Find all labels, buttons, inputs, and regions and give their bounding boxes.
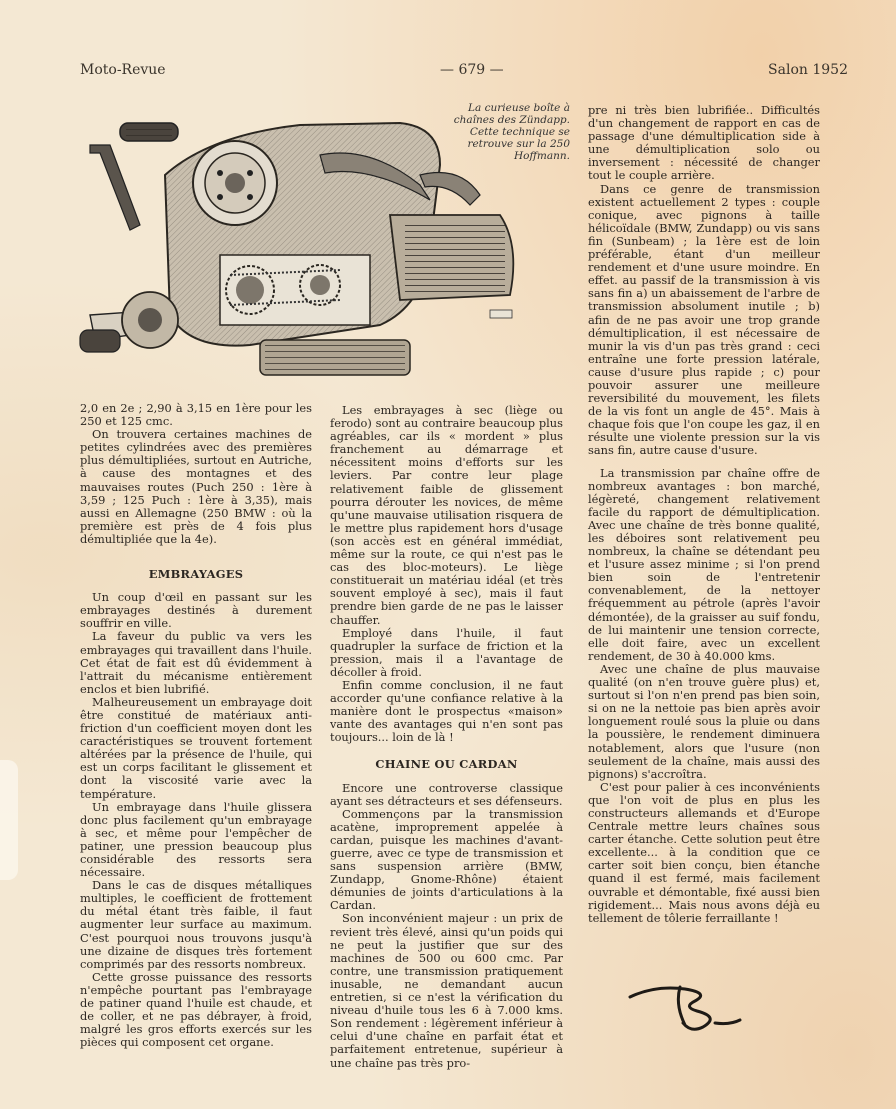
author-signature <box>625 975 745 1035</box>
paragraph: Cette grosse puissance des ressorts n'empêche pourtant pas l'embrayage de patiner quand l'huile est chaude, et de coller, et ne pas débrayer, à froid, malgré les gros efforts exercés sur les pièces qui composent cet organe. <box>80 969 312 1050</box>
page-number: — 679 — <box>440 62 504 78</box>
page-header <box>80 62 848 86</box>
figure-caption: La curieuse boîte à chaînes des Zündapp. Cette technique se retrouve sur la 250 Hoffmann. <box>453 102 570 162</box>
column-2 <box>330 404 563 1070</box>
paragraph: Encore une controverse classique ayant ses détracteurs et ses défenseurs. <box>330 780 563 808</box>
column-1 <box>80 402 312 1049</box>
paragraph: On trouvera certaines machines de petites cylindrées avec des premières plus démultipliées, surtout en Autriche, à cause des montagnes et des mauvaises routes (Puch 250 : 1ère à 3,59 ; 125 Puch : 1ère à 3,35), mais aussi en Allemagne (250 BMW : où la première est près de 4 fois plus démultipliée que la 4e). <box>80 427 312 546</box>
paragraph: Dans ce genre de transmission existent actuellement 2 types : couple conique, avec pignons à taille hélicoïdale (BMW, Zundapp) ou vis sans fin (Sunbeam) ; la 1ère est de loin préférable, étant d'un meilleur rendement et d'une usure moindre. En effet. au passif de la transmission à vis sans fin a) un abaissement de l'arbre de transmission absolument inutile ; b) afin de ne pas avoir une trop grande démultiplication, il est nécessaire de munir la vis d'un pas très grand : ceci entraîne une forte pression latérale, cause d'usure plus rapide ; c) pour pouvoir assurer une meilleure reversibilité du mouvement, les filets de la vis font un angle de 45°. Mais à chaque fois que l'on coupe les gaz, il en résulte une violente pression sur la vis sans fin, autre cause d'usure. <box>588 181 820 458</box>
paragraph: Les embrayages à sec (liège ou ferodo) sont au contraire beaucoup plus agréables, car ils « mordent » plus franchement au démarrage et nécessitent moins d'efforts sur les leviers. Par contre leur plage relativement faible de glissement pourra dérouter les novices, de même qu'une mauvaise utilisation risquera de le mettre plus rapidement hors d'usage (son accès est en général immédiat, même sur la route, ce qui n'est pas le cas des bloc-moteurs). Le liège constituerait un matériau idéal (et très souvent employé à sec), mais il faut prendre bien garde de ne pas le laisser chauffer. <box>330 403 563 627</box>
paper-edge-wear <box>0 760 18 880</box>
paragraph: pre ni très bien lubrifiée.. Difficultés d'un changement de rapport en cas de passage d'une démultiplication side à une démultiplication solo ou inversement : nécessité de changer tout le couple arrière. <box>588 103 820 183</box>
issue-label: Salon 1952 <box>768 62 848 78</box>
section-heading-chaine-ou-cardan: CHAINE OU CARDAN <box>375 757 518 772</box>
paragraph: Un embrayage dans l'huile glissera donc plus facilement qu'un embrayage à sec, et même pour l'empêcher de patiner, une pression beaucoup plus considérable des ressorts sera nécessaire. <box>80 799 312 880</box>
column-3 <box>588 104 820 925</box>
paragraph: 2,0 en 2e ; 2,90 à 3,15 en 1ère pour les 250 et 125 cmc. <box>80 401 312 429</box>
magazine-title: Moto-Revue <box>80 62 166 78</box>
section-heading-embrayages: EMBRAYAGES <box>148 567 244 582</box>
paragraph: Un coup d'œil en passant sur les embrayages destinés à durement souffrir en ville. <box>80 590 312 631</box>
paragraph: Dans le cas de disques métalliques multiples, le coefficient de frottement du métal étant très faible, il faut augmenter leur surface au maximum. C'est pourquoi nous trouvons jusqu'à une dizaine de disques très fortement comprimés par des ressorts nombreux. <box>80 878 312 971</box>
paragraph: La faveur du public va vers les embrayages qui travaillent dans l'huile. Cet état de fait est dû évidemment à l'attrait du mécanisme entièrement enclos et bien lubrifié. <box>80 629 312 696</box>
paragraph: Malheureusement un embrayage doit être constitué de matériaux anti-friction d'un coefficient moyen dont les caractéristiques se trouvent fortement altérées par la présence de l'huile, qui est un corps facilitant le glissement et dont la viscosité varie avec la température. <box>80 694 312 801</box>
paragraph: C'est pour palier à ces inconvénients que l'on voit de plus en plus les constructeurs allemands et d'Europe Centrale mettre leurs chaînes sous carter étanche. Cette solution peut être excellente... à la condition que ce carter soit bien conçu, bien étanche quand il est fermé, mais facilement ouvrable et démontable, fixé aussi bien rigidement... Mais nous avons déjà eu tellement de tôlerie ferraillante ! <box>588 779 820 925</box>
paragraph: Avec une chaîne de plus mauvaise qualité (on n'en trouve guère plus) et, surtout si l'on n'en prend pas bien soin, si on ne la nettoie pas bien après avoir longuement roulé sous la pluie ou dans la poussière, le rendement diminuera notablement, alors que l'usure (non seulement de la chaîne, mais aussi des pignons) s'accroîtra. <box>588 661 820 781</box>
paragraph: Son inconvénient majeur : un prix de revient très élevé, ainsi qu'un poids qui ne peut la justifier que sur des machines de 500 ou 600 cmc. Par contre, une transmission pratiquement inusable, ne demandant aucun entretien, si ce n'est la vérification du niveau d'huile tous les 6 à 7.000 kms. Son rendement : légèrement inférieur à celui d'une chaîne en parfait état et parfaitement entretenue, supérieur à une chaîne pas très pro- <box>330 911 563 1070</box>
paragraph: Employé dans l'huile, il faut quadrupler la surface de friction et la pression, mais il a l'avantage de décoller à froid. <box>330 625 563 679</box>
paragraph: Commençons par la transmission acatène, improprement appelée à cardan, puisque les machines d'avant-guerre, avec ce type de transmission et sans suspension arrière (BMW, Zundapp, Gnome-Rhône) étaient démunies de joints d'articulations à la Cardan. <box>330 806 563 913</box>
paragraph: La transmission par chaîne offre de nombreux avantages : bon marché, légèreté, changement relativement facile du rapport de démultiplication. Avec une chaîne de très bonne qualité, les déboires sont relativement peu nombreux, la chaîne se détendant peu et l'usure assez minime ; si l'on prend bien soin de l'entretenir convenablement, de la nettoyer fréquemment au pétrole (après l'avoir démontée), de la graisser au suif fondu, de lui maintenir une tension correcte, elle doit faire, avec un excellent rendement, de 30 à 40.000 kms. <box>588 465 820 663</box>
paragraph: Enfin comme conclusion, il ne faut accorder qu'une confiance relative à la manière dont le prospectus «maison» vante des avantages qui n'en sont pas toujours... loin de là ! <box>330 677 563 745</box>
